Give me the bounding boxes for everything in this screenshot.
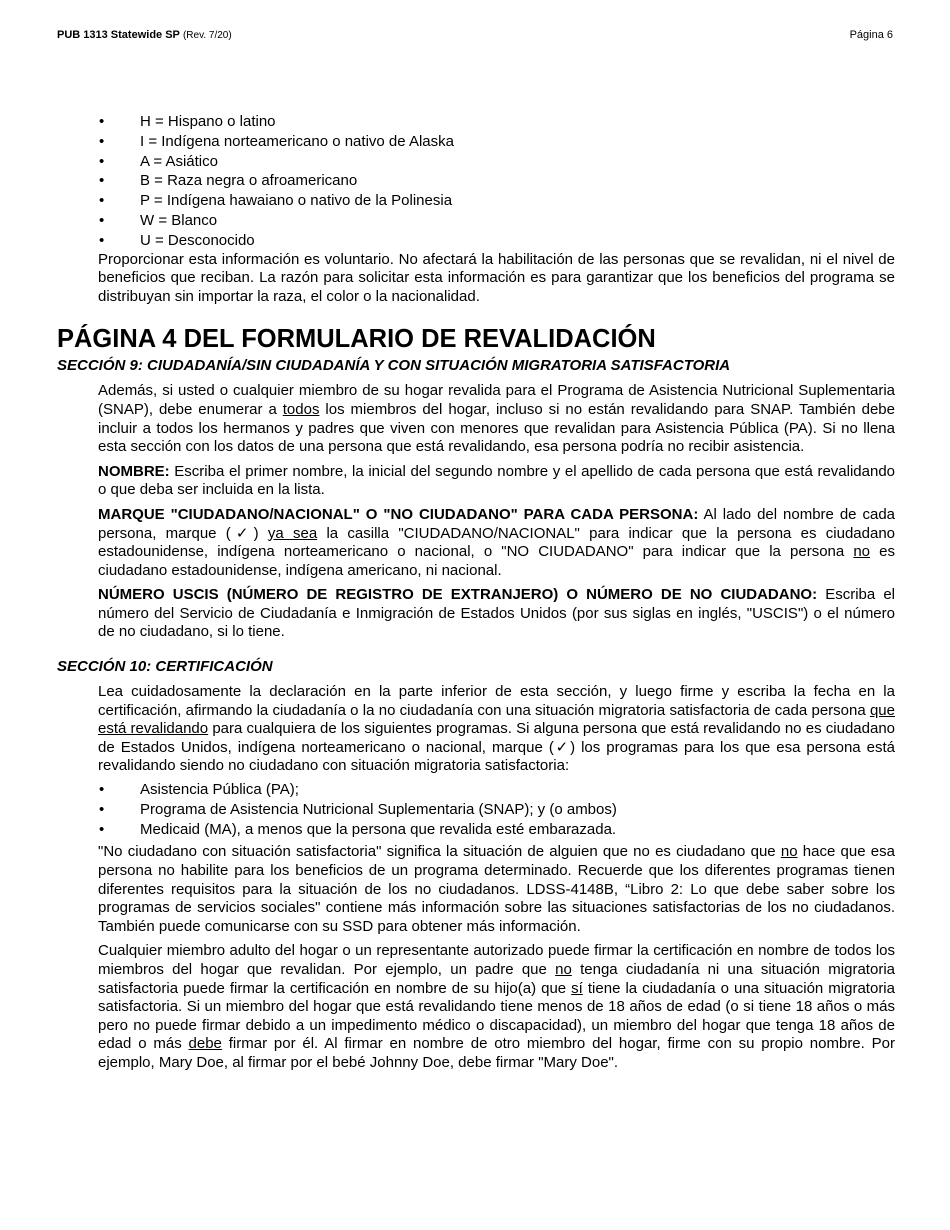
- section-10-intro: Lea cuidadosamente la declaración en la parte inferior de esta sección, y luego firme y escriba la fecha en la certificación, afirmando la ciudadanía o la no ciudadanía con una situación migratoria satisfactoria de cada persona que está revalidando para cualquiera de los siguientes programas. Si alguna persona que está revalidando no es ciudadano de Estados Unidos, indígena norteamericano o nacional, marque (✓) los programas para los que esa persona está revalidando siendo no ciudadano con situación migratoria satisfactoria:: [98, 683, 896, 775]
- list-item: • Medicaid (MA), a menos que la persona que revalida esté embarazada.: [99, 820, 895, 840]
- list-item: • Programa de Asistencia Nutricional Suplementaria (SNAP); y (o ambos): [99, 800, 895, 820]
- list-item: • Asistencia Pública (PA);: [99, 780, 895, 800]
- nombre-label: NOMBRE:: [98, 462, 170, 480]
- program-list: [57, 780, 895, 839]
- list-item: • I = Indígena norteamericano o nativo de Alaska: [99, 132, 895, 152]
- race-note: Proporcionar esta información es voluntario. No afectará la habilitación de las personas que se revalidan, ni el nivel de beneficios que reciban. La razón para solicitar esta información es para garantizar que los beneficios del programa se distribuyan sin importar la raza, el color o la nacionalidad.: [98, 250, 895, 305]
- list-item: • W = Blanco: [99, 211, 895, 231]
- list-item: • B = Raza negra o afroamericano: [99, 171, 895, 191]
- uscis-instruction: NÚMERO USCIS (NÚMERO DE REGISTRO DE EXTRANJERO) O NÚMERO DE NO CIUDADANO: Escriba el número del Servicio de Ciudadanía e Inmigración de Estados Unidos (por sus siglas en inglés, "USCIS") o el número de no ciudadano, si lo tiene.: [98, 586, 895, 641]
- document-body: [57, 112, 895, 1079]
- page-number: Página 6: [849, 29, 893, 41]
- list-item: • U = Desconocido: [99, 231, 895, 251]
- list-item: • A = Asiático: [99, 152, 895, 172]
- section-9-title: SECCIÓN 9: CIUDADANÍA/SIN CIUDADANÍA Y CON SITUACIÓN MIGRATORIA SATISFACTORIA: [57, 357, 731, 375]
- section-9-intro: Además, si usted o cualquier miembro de su hogar revalida para el Programa de Asistencia Nutricional Suplementaria (SNAP), debe enumerar a todos los miembros del hogar, incluso si no están revalidando para SNAP. También debe incluir a todos los hermanos y padres que viven con menores que revalidan para Asistencia Pública (PA). Si no llena esta sección con los datos de una persona que está revalidando, esa persona podría no recibir asistencia.: [98, 382, 895, 456]
- uscis-label: NÚMERO USCIS (NÚMERO DE REGISTRO DE EXTRANJERO) O NÚMERO DE NO CIUDADANO:: [98, 586, 818, 604]
- list-item: • P = Indígena hawaiano o nativo de la Polinesia: [99, 191, 895, 211]
- section-10-title: SECCIÓN 10: CERTIFICACIÓN: [57, 658, 273, 676]
- revision-date: (Rev. 7/20): [182, 30, 232, 41]
- nombre-instruction: NOMBRE: Escriba el primer nombre, la inicial del segundo nombre y el apellido de cada persona que está revalidando o que deba ser incluida en la lista.: [98, 462, 895, 499]
- citizen-check-instruction: MARQUE "CIUDADANO/NACIONAL" O "NO CIUDADANO" PARA CADA PERSONA: Al lado del nombre de cada persona, marque (✓) ya sea la casilla "CIUDADANO/NACIONAL" para indicar que la persona es ciudadano estadounidense, indígena norteamericano o nacional, o "NO CIUDADANO" para indicar que la persona no es ciudadano estadounidense, indígena americano, ni nacional.: [98, 505, 896, 579]
- race-code-list: [57, 112, 895, 251]
- page-header: [57, 29, 893, 41]
- satisfactory-status-definition: "No ciudadano con situación satisfactoria" significa la situación de alguien que no es ciudadano que no hace que esa persona no habilite para los beneficios de un programa determinado. Recuerde que los diferentes programas tienen diferentes requisitos para la situación de los no ciudadanos. LDSS-4148B, “Libro 2: Lo que debe saber sobre los programas de servicios sociales" contiene más información sobre las situaciones satisfactorias de los no ciudadanos. También puede comunicarse con su SSD para obtener más información.: [98, 843, 895, 935]
- publication-id: PUB 1313 Statewide SP (Rev. 7/20): [57, 29, 232, 41]
- list-item: • H = Hispano o latino: [99, 112, 895, 132]
- citizen-check-label: MARQUE "CIUDADANO/NACIONAL" O "NO CIUDADANO" PARA CADA PERSONA:: [98, 505, 699, 523]
- page-heading: PÁGINA 4 DEL FORMULARIO DE REVALIDACIÓN: [57, 325, 656, 354]
- signing-instructions: Cualquier miembro adulto del hogar o un representante autorizado puede firmar la certificación en nombre de todos los miembros del hogar que revalidan. Por ejemplo, un padre que no tenga ciudadanía ni una situación migratoria satisfactoria puede firmar la certificación en nombre de su hijo(a) que sí tiene la ciudadanía o una situación migratoria satisfactoria. Si un miembro del hogar que está revalidando tiene menos de 18 años de edad (o si tiene 18 años o más pero no puede firmar debido a un impedimento médico o discapacidad), un miembro del hogar que tenga 18 años de edad o más debe firmar por él. Al firmar en nombre de otro miembro del hogar, firme con su propio nombre. Por ejemplo, Mary Doe, al firmar por el bebé Johnny Doe, debe firmar "Mary Doe".: [98, 942, 895, 1071]
